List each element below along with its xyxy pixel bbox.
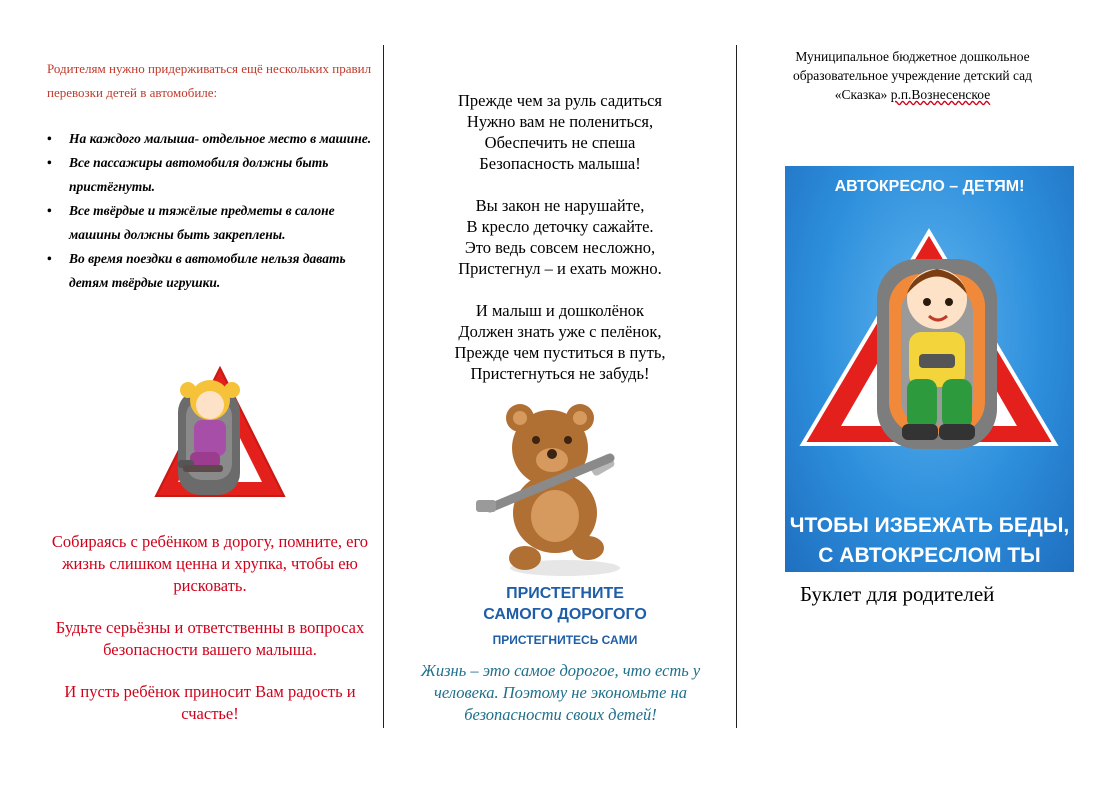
boy-car-seat-illustration <box>797 204 1062 459</box>
organization-name <box>760 47 1065 104</box>
car-seat-poster <box>785 166 1074 572</box>
poem-line: Обеспечить не спеша <box>484 133 636 152</box>
column-divider-right <box>736 45 737 728</box>
poem-line: Это ведь совсем несложно, <box>464 238 656 257</box>
teddy-bear-seatbelt-illustration <box>470 398 640 578</box>
fasten-subtitle: ПРИСТЕГНИТЕСЬ САМИ <box>492 633 638 647</box>
poem-stanza-1 <box>400 90 720 174</box>
fasten-title-line: ПРИСТЕГНИТЕ <box>506 585 624 602</box>
rule-item: • Все твёрдые и тяжёлые предметы в салоне машины должны быть закреплены. <box>47 199 377 247</box>
poem-line: В кресло деточку сажайте. <box>466 217 654 236</box>
poem-line: Нужно вам не полениться, <box>466 112 654 131</box>
poster-slogan-line: ЧТОБЫ ИЗБЕЖАТЬ БЕДЫ, <box>789 514 1070 537</box>
poem-line: Прежде чем пуститься в путь, <box>454 343 666 362</box>
rule-item: • Все пассажиры автомобиля должны быть пристёгнуты. <box>47 151 377 199</box>
rules-intro: Родителям нужно придерживаться ещё нескольких правил перевозки детей в автомобиле: <box>47 61 372 100</box>
org-line: Муниципальное бюджетное дошкольное <box>795 49 1030 64</box>
fasten-title <box>440 583 690 625</box>
poem-line: Прежде чем за руль садиться <box>457 91 663 110</box>
rules-list <box>47 127 377 295</box>
org-line <box>760 85 1065 104</box>
girl-car-seat-illustration <box>150 360 290 505</box>
org-location: р.п.Вознесенское <box>890 87 991 102</box>
org-line: образовательное учреждение детский сад <box>792 68 1033 83</box>
poem-line: И малыш и дошколёнок <box>475 301 645 320</box>
fasten-title-line: САМОГО ДОРОГОГО <box>483 606 647 623</box>
poem-stanza-3 <box>400 300 720 384</box>
poem-line: Должен знать уже с пелёнок, <box>458 322 662 341</box>
wishes-paragraph: И пусть ребёнок приносит Вам радость и счастье! <box>64 682 356 723</box>
poem-stanza-2 <box>400 195 720 279</box>
poem-line: Пристегнуться не забудь! <box>470 364 650 383</box>
poem-line: Пристегнул – и ехать можно. <box>458 259 662 278</box>
poem-line: Безопасность малыша! <box>479 154 641 173</box>
poster-slogan <box>785 511 1074 572</box>
poster-slogan-line: С АВТОКРЕСЛОМ ТЫ <box>818 544 1041 567</box>
closing-message: Жизнь – это самое дорогое, что есть у человека. Поэтому не экономьте на безопасности своих детей! <box>420 661 701 724</box>
rule-item: • Во время поездки в автомобиле нельзя давать детям твёрдые игрушки. <box>47 247 377 295</box>
rule-item: • На каждого малыша- отдельное место в машине. <box>47 127 377 151</box>
booklet-label: Буклет для родителей <box>800 582 995 606</box>
safety-paragraph: Собираясь с ребёнком в дорогу, помните, его жизнь слишком ценна и хрупка, чтобы ею рисковать. <box>51 532 369 595</box>
poem-line: Вы закон не нарушайте, <box>475 196 645 215</box>
org-name-part: «Сказка» <box>834 87 891 102</box>
responsibility-paragraph: Будьте серьёзны и ответственны в вопросах безопасности вашего малыша. <box>55 618 365 659</box>
column-divider-left <box>383 45 384 728</box>
poster-heading: АВТОКРЕСЛО – ДЕТЯМ! <box>834 178 1025 195</box>
